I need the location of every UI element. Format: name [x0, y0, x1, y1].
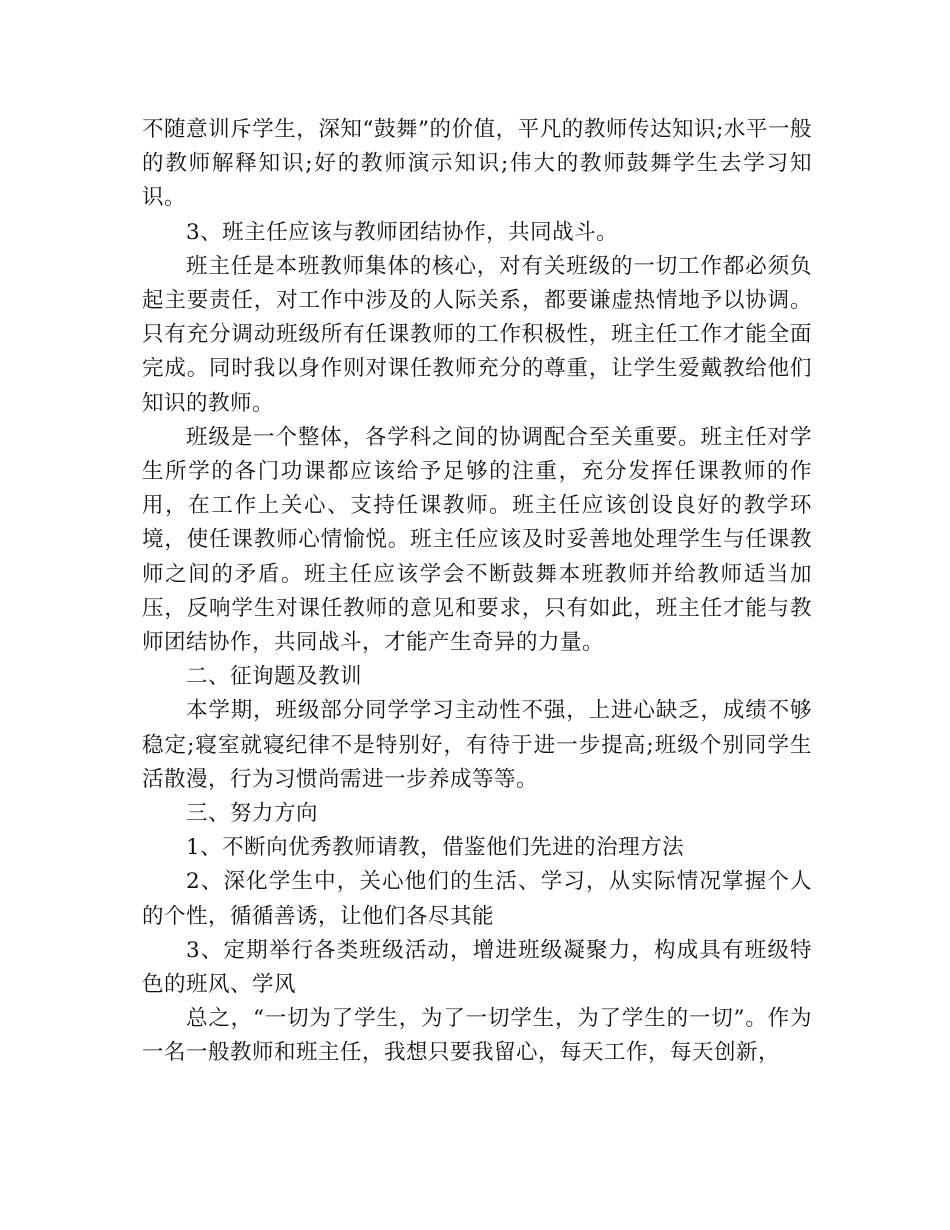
paragraph-conclusion: 总之，“一切为了学生，为了一切学生，为了学生的一切”。作为一名一般教师和班主任，我想只要我留心，每天工作，每天创新， [142, 1006, 812, 1066]
section-heading-2: 二、征询题及教训 [186, 664, 363, 690]
list-item-3: 3、定期举行各类班级活动，增进班级凝聚力，构成具有班级特色的班风、学风 [142, 937, 812, 998]
paragraph-5: 本学期，班级部分同学学习主动性不强，上进心缺乏，成绩不够稳定;寝室就寝纪律不是特别好，有待于进一步提高;班级个别同学生活散漫，行为习惯尚需进一步养成等等。 [142, 698, 812, 792]
paragraph-2: 3、班主任应该与教师团结协作，共同战斗。 [186, 219, 619, 245]
paragraph-3: 班主任是本班教师集体的核心，对有关班级的一切工作都必须负起主要责任，对工作中涉及的人际关系，都要谦虚热情地予以协调。只有充分调动班级所有任课教师的工作积极性，班主任工作才能全面完成。同时我以身作则对课任教师充分的尊重，让学生爱戴教给他们知识的教师。 [142, 253, 812, 416]
paragraph-1: 不随意训斥学生，深知“鼓舞”的价值，平凡的教师传达知识;水平一般的教师解释知识;好的教师演示知识;伟大的教师鼓舞学生去学习知识。 [142, 117, 812, 211]
document-body [142, 113, 812, 1071]
section-heading-3: 三、努力方向 [186, 801, 319, 827]
list-item-1: 1、不断向优秀教师请教，借鉴他们先进的治理方法 [186, 835, 685, 861]
list-item-2: 2、深化学生中，关心他们的生活、学习，从实际情况掌握个人的个性，循循善诱，让他们各尽其能 [142, 869, 812, 929]
paragraph-4: 班级是一个整体，各学科之间的协调配合至关重要。班主任对学生所学的各门功课都应该给予足够的注重，充分发挥任课教师的作用，在工作上关心、支持任课教师。班主任应该创设良好的教学环境，使任课教师心情愉悦。班主任应该及时妥善地处理学生与任课教师之间的矛盾。班主任应该学会不断鼓舞本班教师并给教师适当加压，反响学生对课任教师的意见和要求，只有如此，班主任才能与教师团结协作，共同战斗，才能产生奇异的力量。 [142, 424, 812, 656]
